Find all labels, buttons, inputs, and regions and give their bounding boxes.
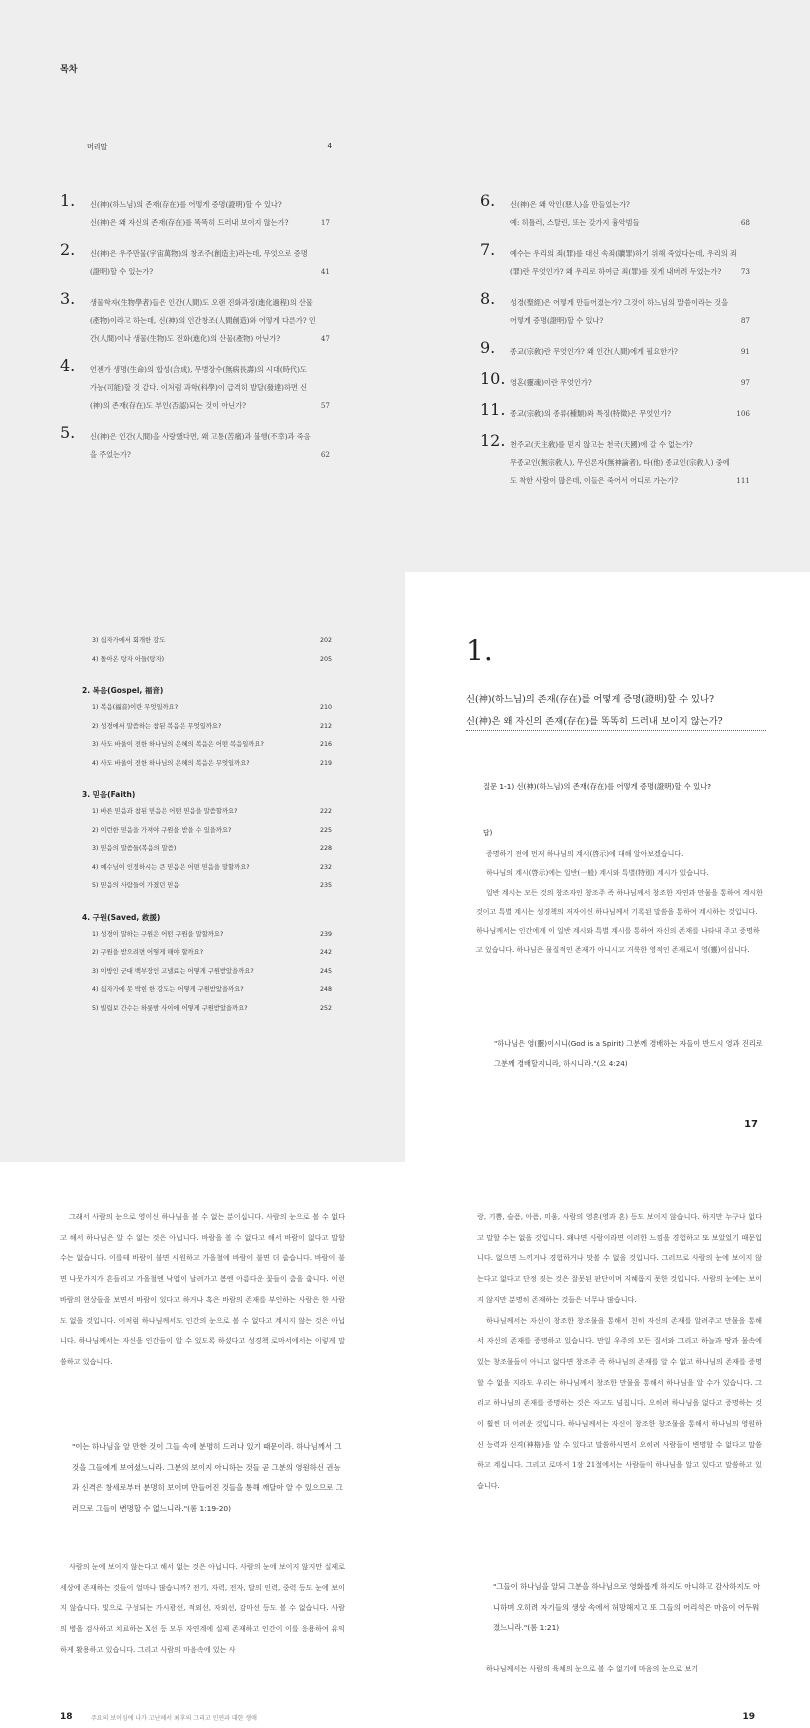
contents-item-page: 210 [319,704,332,711]
toc-entry-line [510,343,750,361]
contents-item [82,651,332,670]
toc-entry-page: 91 [740,347,750,356]
toc-entry-number: 1. [60,191,76,210]
contents-item-text: 2) 이런한 믿음을 가져야 구원을 받을 수 있을까요? [92,826,232,834]
answer-paragraph: 일반 계시는 모든 것의 창조자인 창조주 즉 하나님께서 창조한 자연과 만물을 통하여 계시한 것이고 특별 계시는 성경책의 저자이신 하나님께서 기록된 말씀을 통하여 계시하는 것입니다. 하나님께서는 인간에게 이 일반 계시와 특별 계시를 통하여 자신의 존재를 나타내 주고 증명하고 있습니다. 하나님은 물질적인 존재가 아니시고 거룩한 영적인 존재로서 영(靈)이십니다. [476,888,763,955]
toc-entry [480,338,750,361]
contents-item [82,963,332,982]
toc-entry-text: (神)의 존재(存在)도 부인(否認)되는 것이 아닌가? [90,401,247,410]
toc-entry-page: 111 [736,476,750,485]
toc-entry-line [510,454,750,472]
contents-item-page: 202 [319,637,332,644]
contents-item-text: 1) 바른 믿음과 참된 믿음은 어떤 믿음을 말씀할까요? [92,808,238,815]
toc-entry-number: 4. [60,356,76,375]
toc-entry-line [90,245,330,263]
running-footer: 주요의 보이심에 나가 고난해서 최후의 그리고 인연과 대한 생애 [91,1715,257,1722]
page-number: 17 [744,1119,758,1130]
toc-entry-text: 영혼(靈魂)이란 무엇인가? [510,378,592,387]
page-number: 18 [60,1712,73,1722]
toc-entry [480,191,750,232]
chapter-title-line: 신(神)은 왜 자신의 존재(存在)를 똑똑히 드러내 보이지 않는가? [466,716,723,727]
toc-entry-page: 62 [320,450,330,459]
toc-entry-line [510,214,750,232]
answer-body [476,845,766,961]
contents-item [82,736,332,755]
toc-entry-text: 신(神)은 왜 악인(惡人)을 만들었는가? [510,200,630,209]
toc-page [0,0,810,572]
toc-entry-text: (證明)할 수 있는가? [90,267,154,276]
contents-item-text: 2) 구원을 받으려면 어떻게 해야 할까요? [92,949,204,956]
toc-entry-line [90,428,330,446]
contents-item-page: 248 [319,986,332,993]
contents-item-text: 1) 성경이 말하는 구원은 어떤 구원을 말할까요? [92,930,224,938]
toc-entry-page: 106 [736,409,750,418]
body-paragraph-block [60,1557,345,1661]
toc-entry [60,240,330,281]
contents-item-text: 2) 성경에서 말씀하는 참된 복음은 무엇일까요? [92,722,222,730]
body-page-18 [0,1162,405,1728]
toc-entry-line [510,196,750,214]
contents-item-page: 222 [319,808,332,815]
chapter-title [466,689,766,733]
contents-item-page: 219 [319,759,332,767]
body-paragraph: 그래서 사람의 눈으로 영이신 하나님을 볼 수 없는 분이십니다. 사람의 눈으로 볼 수 없다고 해서 하나님은 알 수 없는 것은 아닙니다. 바람을 볼 수 없다고 해서 바람이 없다고 말할 수는 없습니다. 이를테 바람이 불면 시원하고 가을철에 바람이 불면 더 춥습니다. 바람이 불면 나뭇가지가 흔들리고 가을철엔 낙엽이 날려가고 봄엔 아름다운 꽃들이 춤을 춥니다. 이런 바람의 현상들을 보면서 바람이 있다고 하거나 혹은 바람의 존재를 부인하는 사람은 한 사람도 없을 것입니다. 이처럼 하나님께서도 인간의 눈으로 볼 수 없다고 계시지 않는 것은 아닙니다. 하나님께서는 자신을 인간들이 알 수 있도록 하셨다고 성경책 로마서에서는 이렇게 말씀하고 있습니다. [60,1212,345,1366]
contents-item-page: 225 [319,826,332,834]
toc-entry [480,240,750,281]
contents-item-text: 4) 십자가에 못 박힌 한 강도는 어떻게 구원받았을까요? [92,986,244,993]
toc-entry-number: 7. [480,240,496,259]
toc-entry-number: 8. [480,289,496,308]
toc-entry-text: 무종교인(無宗敎人), 무신론자(無神論者), 타(他) 종교인(宗敎人) 중에 [510,458,730,467]
contents-item [82,822,332,841]
toc-entry-text: 신(神)(하느님)의 존재(存在)를 어떻게 증명(證明)할 수 있나? [90,200,282,209]
toc-entry-text: 천주교(天主敎)를 믿지 않고는 천국(天國)에 갈 수 없는가? [510,440,693,449]
toc-entry-text: 신(神)은 우주만물(宇宙萬物)의 창조주(創造主)라는데, 무엇으로 증명 [90,249,308,258]
toc-entry-page: 97 [740,378,750,387]
toc-entry [480,400,750,423]
toc-entry-line [90,379,330,397]
toc-entry [480,369,750,392]
toc-entry-line [90,294,330,312]
toc-right-column [480,191,750,503]
toc-entry-line [90,312,330,330]
answer-label: 답) [483,829,493,837]
toc-left-column [60,191,330,477]
toc-entry-text: 종교(宗敎)란 무엇인가? 왜 인간(人間)에게 필요한가? [510,347,678,356]
body-paragraph: 사람의 눈에 보이지 않는다고 해서 없는 것은 아닙니다. 사람의 눈에 보이지 않지만 실제로 세상에 존재하는 것들이 얼마나 많습니까? 전기, 자력, 전자, 달의 인력, 중력 등도 눈에 보이지 않습니다. 빛으로 구성되는 가시광선, 적외선, 자외선, 감마선 등도 볼 수 없습니다. 사람의 병을 검사하고 치료하는 X선 등 모두 자연계에 실제 존재하고 인간이 이를 응용하여 유익하게 활용하고 있습니다. 그리고 사람의 마음속에 있는 사 [60,1562,346,1654]
toc-entry-text: 간(人間)이나 생물(生物)도 진화(進化)의 산물(產物) 아닌가? [90,334,281,343]
toc-entry-text: 종교(宗敎)의 종류(種類)와 특징(特徵)은 무엇인가? [510,409,671,418]
toc-entry-line [90,196,330,214]
toc-entry-text: (罪)란 무엇인가? 왜 우리로 하여금 죄(罪)를 짓게 내버려 두었는가? [510,267,722,276]
contents-item-text: 5) 빌립보 간수는 하룻밤 사이에 어떻게 구원받았을까요? [92,1004,248,1012]
contents-item [82,803,332,822]
toc-entry-line [90,446,330,464]
toc-entry-line [510,436,750,454]
body-paragraph: 랑, 기쁨, 슬픔, 아픔, 미움, 사람의 영혼(영과 혼) 등도 보이지 않습니다. 하지만 누구나 없다고 말할 수는 없을 것입니다. 왜냐면 사람이라면 이러한 느낌을 경험하고 또 보았었기 때문입니다. 없으면 느끼거나 경험하거나 맛볼 수 없을 것입니다. 그러므로 사람의 눈에 보이지 않는다고 없다고 단정 짓는 것은 잘못된 판단이며 지혜롭지 못한 것입니다. 사람의 눈에는 보이지 않지만 분명히 존재하는 것들은 너무나 많습니다. [477,1212,762,1304]
contents-section-heading: 3. 믿음(Faith) [82,790,136,799]
toc-entry-text: 예: 히틀러, 스탈린, 또는 갖가지 흉악범들 [510,218,640,227]
contents-item [82,699,332,718]
toc-entry-text: 신(神)은 인간(人間)을 사랑했다면, 왜 고통(苦痛)과 불행(不幸)과 죽음 [90,432,311,441]
scripture-quote: "하나님은 영(靈)이시니(God is a Spirit) 그분께 경배하는 자들이 반드시 영과 진리로 그분께 경배할지니라, 하시니라."(요 4:24) [494,1039,763,1068]
body-paragraph-block [477,1659,762,1680]
body-paragraph-block [477,1207,762,1497]
contents-item-text: 3) 믿음의 말씀들(복음의 말씀) [92,845,177,852]
answer-paragraph: 증명하기 전에 먼저 하나님의 계시(啓示)에 대해 알아보겠습니다. [486,850,684,858]
toc-entry-line [510,472,750,490]
contents-item-text: 3) 이방인 군대 백부장인 고넬료는 어떻게 구원받았을까요? [92,967,254,975]
toc-entry [480,289,750,330]
toc-entry-page: 68 [740,218,750,227]
chapter-title-line: 신(神)(하느님)의 존재(存在)를 어떻게 증명(證明)할 수 있나? [466,694,714,705]
toc-preface [87,142,332,152]
toc-entry [60,423,330,464]
toc-entry-line [90,361,330,379]
toc-entry-text: (產物)이라고 하는데, 신(神)의 인간창조(人間創造)와 어떻게 다른가? 인 [90,316,316,325]
scripture-quote: "그들이 하나님을 알되 그분을 하나님으로 영화롭게 하지도 아니하고 감사하지도 아니하며 오히려 자기들의 생상 속에서 허망해지고 또 그들의 어리석은 마음이 어두워졌느니라."(롬 1:21) [493,1582,761,1633]
dotted-divider [466,730,766,731]
contents-item-text: 4) 사도 바울이 전한 하나님의 은혜의 복음은 무엇일까요? [92,759,250,767]
answer-paragraph: 하나님의 계시(啓示)에는 일반(一般) 계시와 특별(特別) 계시가 있습니다. [486,869,709,878]
scripture-quote: "이는 하나님을 알 만한 것이 그들 속에 분명히 드러나 있기 때문이라. 하나님께서 그것을 그들에게 보여셨느니라. 그분의 보이지 아니하는 것들 곧 그분의 영원하신 권능과 신격은 창세로부터 분명히 보이며 만들어진 것들을 통해 깨달아 알 수 있으므로 그러므로 그들이 변명할 수 없느니라."(롬 1:19-20) [72,1442,343,1514]
toc-entry-line [510,294,750,312]
toc-entry [60,289,330,348]
contents-item-text: 3) 십자가에서 회개한 강도 [92,637,166,644]
contents-item-page: 239 [319,930,332,938]
contents-item-page: 235 [319,882,332,889]
contents-item-text: 1) 복음(福音)이란 무엇일까요? [92,704,179,711]
chapter-number: 1. [466,634,493,667]
toc-entry-text: 도 착한 사람이 많은데, 이들은 죽어서 어디로 가는가? [510,476,678,485]
body-paragraph: 하나님께서는 사람의 육체의 눈으로 볼 수 없기에 마음의 눈으로 보기 [486,1664,699,1673]
contents-item-page: 212 [319,722,332,730]
contents-item-text: 4) 예수님이 인정하시는 큰 믿음은 어떤 믿음을 말할까요? [92,863,250,871]
toc-entry-text: 생물학자(生物學者)들은 인간(人間)도 오랜 진화과정(進化過程)의 산물 [90,298,313,307]
contents-item-page: 205 [319,655,332,663]
contents-item [82,859,332,878]
toc-entry-text: 성경(聖經)은 어떻게 만들어졌는가? 그것이 하느님의 말씀이라는 것을 [510,298,729,307]
contents-item [82,944,332,963]
toc-entry-line [90,397,330,415]
toc-entry-line [510,405,750,423]
contents-item-page: 252 [319,1004,332,1012]
toc-entry-text: 어떻게 증명(證明)할 수 있나? [510,316,604,325]
contents-item-page: 228 [319,845,332,852]
toc-entry-number: 2. [60,240,76,259]
contents-item-text: 5) 믿음의 사람들이 가졌던 믿음 [92,882,180,889]
toc-title: 목차 [60,65,78,75]
contents-item [82,981,332,1000]
contents-item [82,877,332,896]
toc-entry-number: 6. [480,191,496,210]
toc-entry [60,356,330,415]
toc-entry-line [510,263,750,281]
toc-entry-text: 신(神)은 왜 자신의 존재(存在)를 똑똑히 드러내 보이지 않는가? [90,218,289,227]
contents-item [82,926,332,945]
toc-entry-line [90,214,330,232]
page-number: 19 [742,1712,755,1722]
toc-entry-text: 을 주었는가? [90,450,131,459]
contents-item [82,755,332,774]
body-paragraph-block [60,1207,345,1373]
contents-item-text: 3) 사도 바울이 전한 하나님의 은혜의 복음은 어떤 복음일까요? [92,741,264,748]
contents-item-page: 245 [319,967,332,975]
preface-page: 4 [327,142,332,150]
toc-entry-page: 41 [320,267,330,276]
contents-item-page: 216 [319,741,332,748]
body-paragraph: 하나님께서는 자신이 창조한 창조물을 통해서 친히 자신의 존재를 알려주고 만물을 통해서 자신의 존재를 증명하고 있습니다. 만일 우주의 모든 질서와 그리고 하늘과 땅과 물속에 있는 창조물들이 아니고 없다면 창조주 즉 하나님의 존재를 알 수 없고 하나님의 존재를 증명할 수 없을 지라도 우리는 하나님께서 창조한 만물을 통해서 하나님을 알 수가 있습니다. 그리고 하나님의 존재를 증명하는 것은 자고도 넘칩니다. 오히려 하나님을 없다고 증명하는 것이 훨씬 더 어려운 것입니다. 하나님께서는 자신이 창조한 창조물을 통해서 하나님의 영원하신 능력과 신격(神格)을 알 수 있다고 말씀하시면서 오히려 사람들이 변명할 수 없다고 말씀하고 계십니다. 그리고 로마서 1장 21절에서는 사람들이 하나님을 알고 있다고 말씀하고 있습니다. [477,1315,762,1491]
question-heading: 질문 1-1) 신(神)(하느님)의 존재(存在)를 어떻게 증명(證明)할 수 있나? [483,782,712,791]
contents-item [82,632,332,651]
contents-item-page: 232 [319,863,332,871]
toc-entry-number: 12. [480,431,506,450]
toc-entry-page: 47 [320,334,330,343]
contents-item-page: 242 [319,949,332,956]
toc-entry [60,191,330,232]
body-page-19 [405,1162,810,1728]
contents-item-text: 4) 돌아온 탕자 아들(탕자) [92,655,165,663]
contents-list [82,632,332,1018]
toc-entry-page: 87 [740,316,750,325]
contents-page [0,572,405,1162]
toc-entry-page: 17 [320,218,330,227]
contents-section-heading: 4. 구원(Saved, 救援) [82,912,161,922]
contents-section-heading: 2. 복음(Gospel, 福音) [82,686,164,695]
chapter-page [405,572,810,1162]
toc-entry-line [510,374,750,392]
toc-entry-page: 73 [740,267,750,276]
toc-entry-number: 5. [60,423,76,442]
toc-entry-number: 3. [60,289,76,308]
toc-entry-number: 11. [480,400,506,419]
toc-entry-line [510,245,750,263]
contents-item [82,1000,332,1019]
contents-item [82,718,332,737]
toc-entry-text: 예수는 우리의 죄(罪)를 대신 속죄(贖罪)하기 위해 죽었다는데, 우리의 죄 [510,249,737,258]
contents-item [82,840,332,859]
toc-entry-line [90,330,330,348]
toc-entry-text: 가능(可能)할 것 같다. 이처럼 과학(科學)이 급격히 발달(發達)하면 신 [90,383,308,392]
toc-entry-line [90,263,330,281]
toc-entry-number: 10. [480,369,506,388]
toc-entry [480,431,750,490]
toc-entry-number: 9. [480,338,496,357]
toc-entry-page: 57 [320,401,330,410]
toc-entry-line [510,312,750,330]
toc-entry-text: 언젠가 생명(生命)의 합성(合成), 무병장수(無病長壽)의 시대(時代)도 [90,365,307,374]
preface-label: 머리말 [87,143,108,151]
